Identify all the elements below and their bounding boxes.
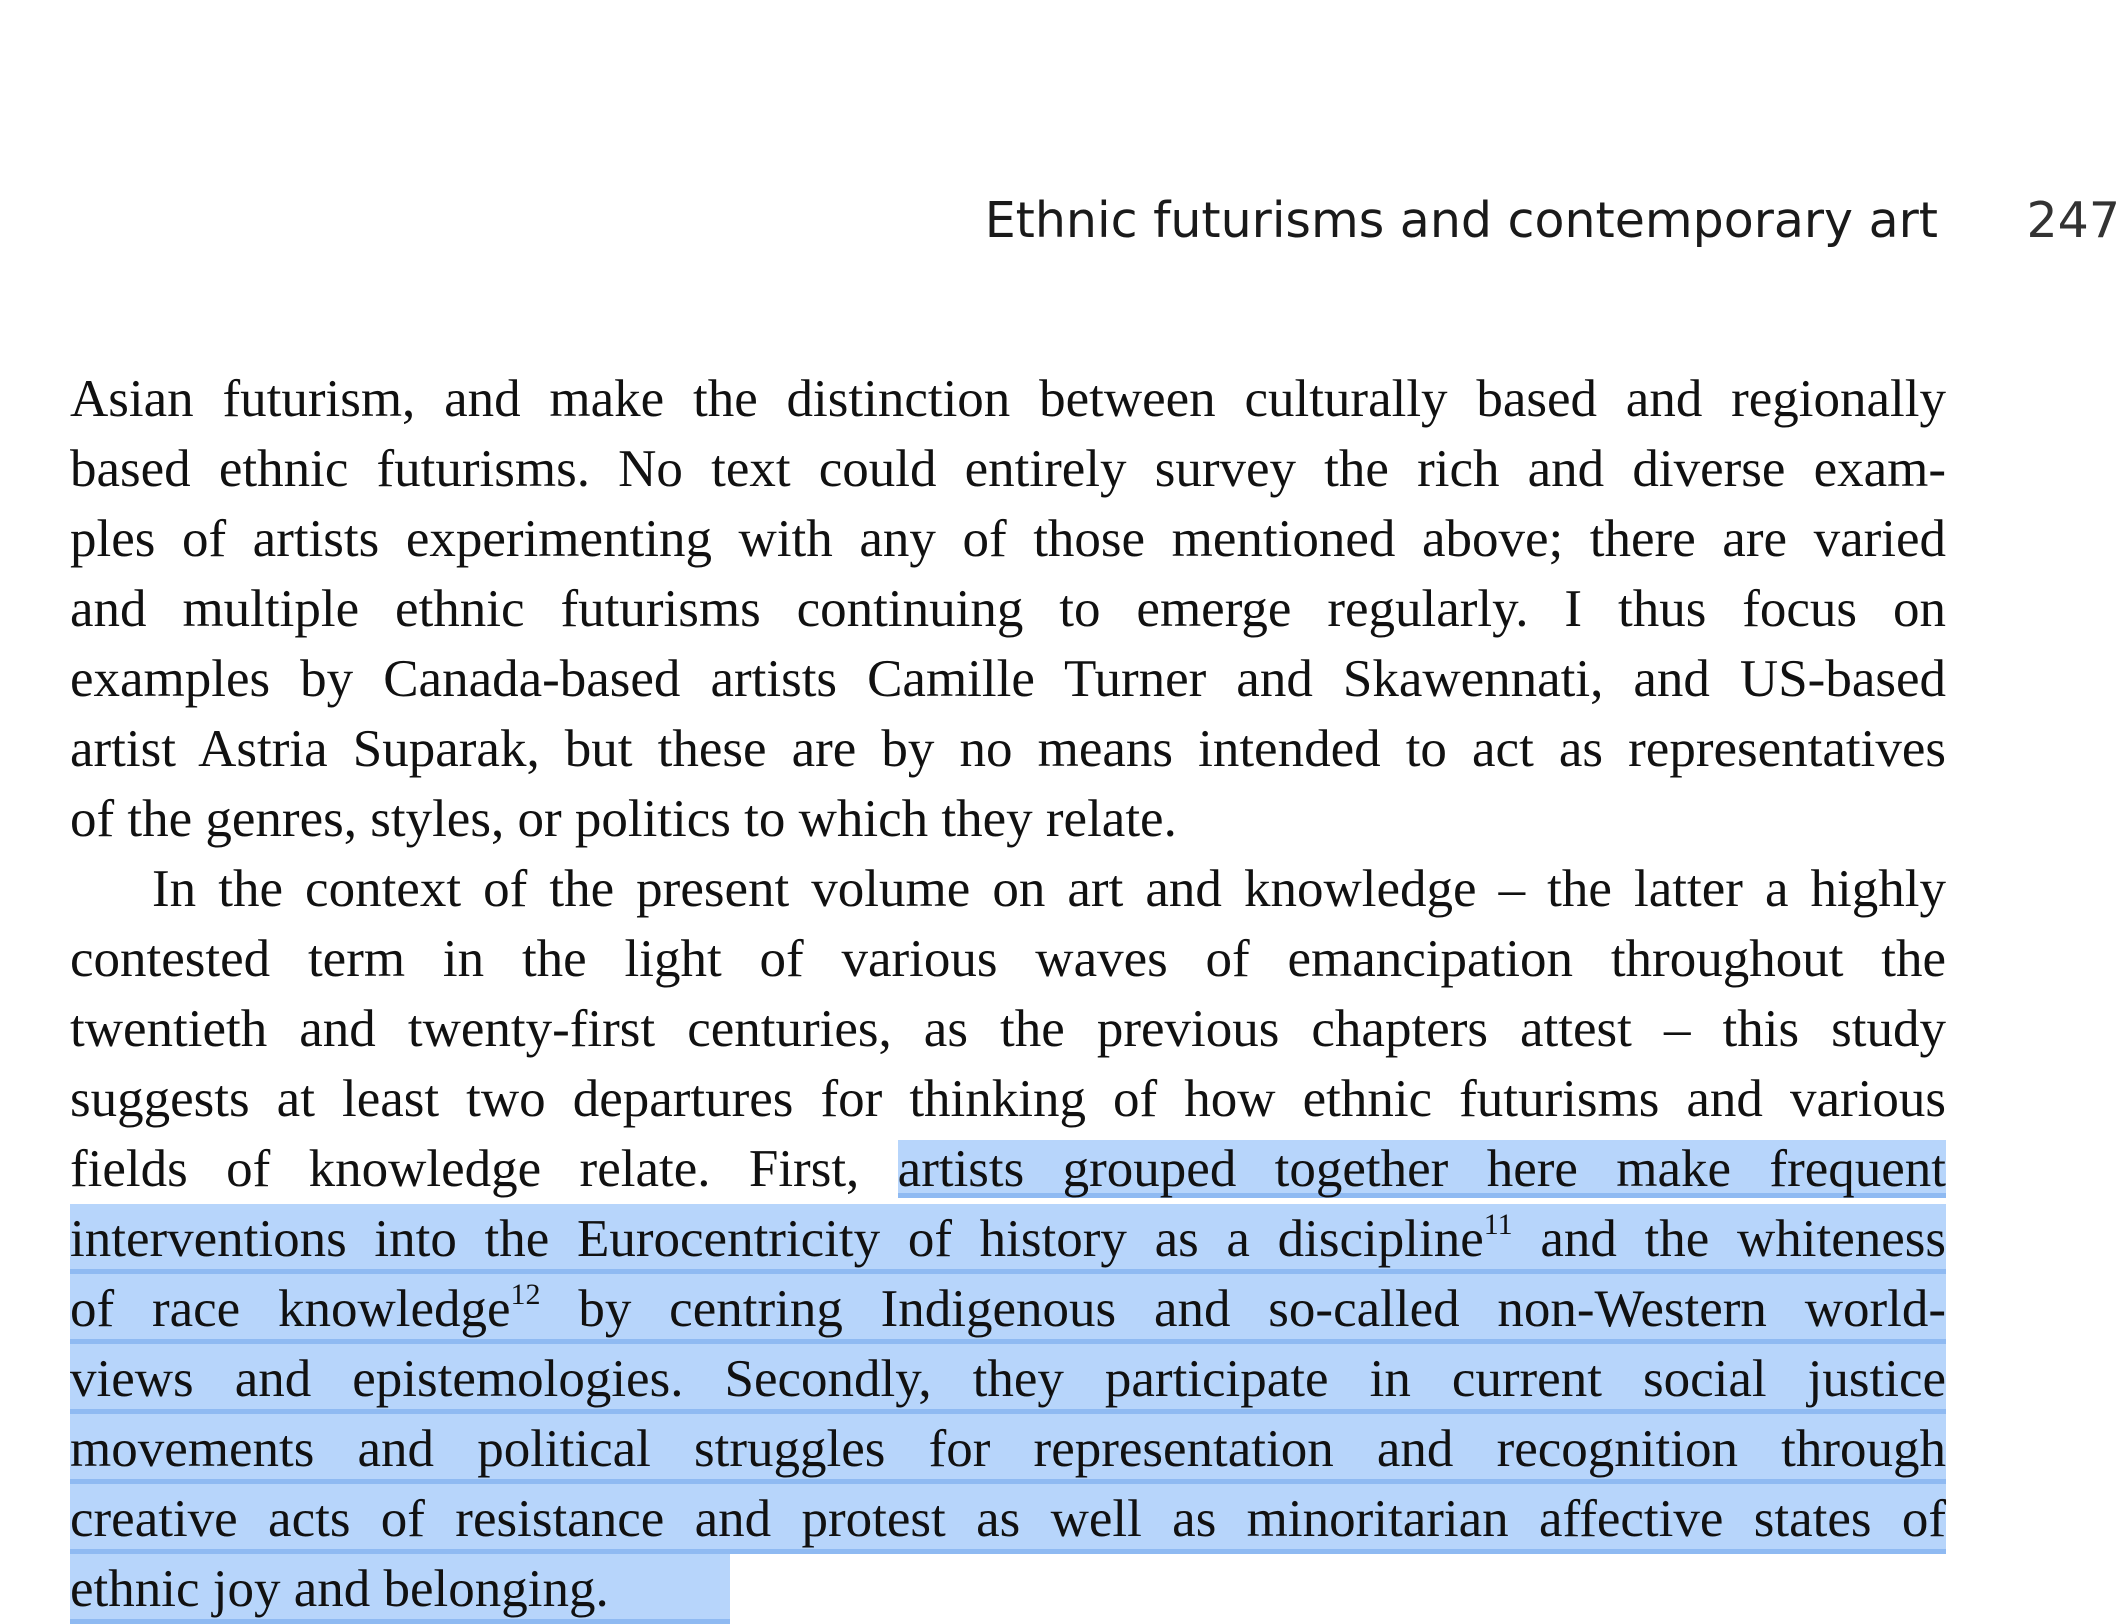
- text-line[interactable]: suggests at least two departures for thinking of how ethnic futurisms and various: [70, 1070, 1946, 1128]
- text-line[interactable]: of the genres, styles, or politics to which they relate.: [70, 790, 1177, 848]
- text-line[interactable]: based ethnic futurisms. No text could entirely survey the rich and diverse exam-: [70, 440, 1946, 498]
- selected-text[interactable]: by centring Indigenous and so-called non-Western world-: [540, 1280, 1946, 1338]
- text-line[interactable]: contested term in the light of various waves of emancipation throughout the: [70, 930, 1946, 988]
- paragraph-1[interactable]: [70, 364, 1946, 854]
- footnote-marker[interactable]: 11: [1483, 1208, 1513, 1241]
- selected-text-line[interactable]: [70, 1204, 1946, 1274]
- selected-text[interactable]: interventions into the Eurocentricity of history as a discipline: [70, 1210, 1484, 1268]
- selected-text-line[interactable]: creative acts of resistance and protest as well as minoritarian affective states of: [70, 1484, 1946, 1554]
- paragraph-2[interactable]: [70, 854, 1946, 1624]
- text-line[interactable]: artist Astria Suparak, but these are by no means intended to act as representatives: [70, 720, 1946, 778]
- footnote-marker[interactable]: 12: [510, 1278, 541, 1311]
- page-number: 247: [2026, 192, 2120, 249]
- selected-text-line[interactable]: [70, 1274, 1946, 1344]
- text-line[interactable]: twentieth and twenty-first centuries, as the previous chapters attest – this study: [70, 1000, 1946, 1058]
- running-title: Ethnic futurisms and contemporary art: [984, 192, 1938, 249]
- text-line[interactable]: and multiple ethnic futurisms continuing to emerge regularly. I thus focus on: [70, 580, 1946, 638]
- text-line[interactable]: ples of artists experimenting with any of those mentioned above; there are varied: [70, 510, 1946, 568]
- selected-text-line[interactable]: views and epistemologies. Secondly, they participate in current social justice: [70, 1344, 1946, 1414]
- selected-text[interactable]: and the whiteness: [1512, 1210, 1946, 1268]
- text-line[interactable]: examples by Canada-based artists Camille Turner and Skawennati, and US-based: [70, 650, 1946, 708]
- selected-text-line[interactable]: movements and political struggles for representation and recognition through: [70, 1414, 1946, 1484]
- running-head: [70, 192, 2120, 262]
- text-line[interactable]: Asian futurism, and make the distinction between culturally based and regionally: [70, 370, 1946, 428]
- text-line[interactable]: In the context of the present volume on art and knowledge – the latter a highly: [152, 860, 1946, 918]
- selected-text-line-last[interactable]: ethnic joy and belonging.: [70, 1554, 730, 1624]
- unselected-text[interactable]: fields of knowledge relate. First,: [70, 1140, 898, 1198]
- selected-text[interactable]: artists grouped together here make frequent: [897, 1140, 1946, 1198]
- body-text[interactable]: [70, 364, 1946, 1624]
- selected-text[interactable]: of race knowledge: [70, 1280, 511, 1338]
- text-line-partial-selection[interactable]: [70, 1134, 1946, 1204]
